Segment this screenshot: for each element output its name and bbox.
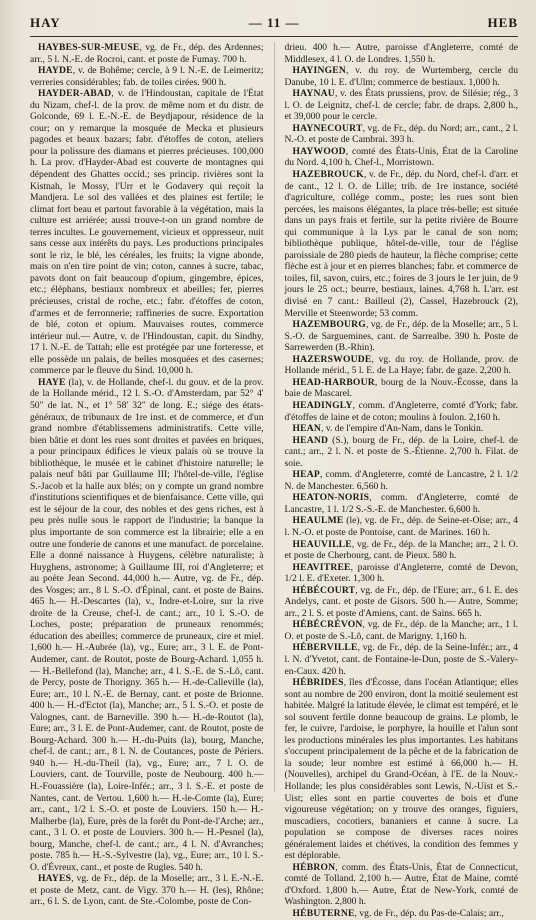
entry-text: , v. des États prussiens, prov. de Silésie; rég., 3 l. O. de Leignitz, chef-l. de cercle; fabr. de draps. 2,800 h., et 39,000 pour le cercle. xyxy=(284,88,518,123)
header-rule xyxy=(30,36,518,37)
entry-text: , vg. de Fr., dép. de la Manche; arr., 1 l. O. et poste de S.-Lô, cant. de Marigny. 1,160 h. xyxy=(284,619,518,642)
running-header xyxy=(30,12,518,34)
header-left-word: HAY xyxy=(30,15,61,30)
entry-headword: HAYINGEN xyxy=(292,65,346,77)
entry-headword: HÉBRIDES xyxy=(292,677,344,689)
entry-headword: HEAP xyxy=(292,469,320,481)
header-right-word: HEB xyxy=(487,15,518,30)
entry-text: , vg. de Fr., dép. de la Moselle; arr., 5 l. S.-O. de Sarguemines, cant. de Sarrealbe. 390 h. Poste de Sarrewerden (B.-Rhin). xyxy=(284,319,518,354)
dictionary-entry xyxy=(285,562,519,585)
entry-text: , paroisse d'Angleterre, comté de Devon, 1/2 l. E. d'Exeter. 1,300 h. xyxy=(284,561,518,585)
dictionary-entry xyxy=(285,400,519,423)
entry-headword: HAYE xyxy=(38,376,66,388)
entry-headword: HAYWOOD xyxy=(292,145,346,157)
entry-text: , vg. de Fr., dép. des Ardennes; arr., 5 l. N.-E. de Rocroi, cant. et poste de Fumay. 700 h. xyxy=(30,42,264,65)
dictionary-entry xyxy=(285,169,519,319)
entry-text: , vg. de Fr., dép. du Nord; arr., cant., 2 l. N.-O. et poste de Cambrai. 393 h. xyxy=(284,122,518,146)
dictionary-entry xyxy=(285,642,519,677)
dictionary-entry xyxy=(285,619,519,642)
entry-text: , vg. de Fr., dép. de l'Eure; arr., 6 l. E. des Andelys, cant. et poste de Gisors. 500 h.— Autre, Somme; arr., 2 l. S. et poste d'Amiens, cant. de Sains. 665 h. xyxy=(284,584,518,619)
entry-text: , v. de l'Hindoustan, capitale de l'État du Nizam, chef-l. de la prov. de même nom et du distr. de Golconde, 69 l. E.-N.-E. de Beydjapour, résidence de la cour; on y remarque la mosquée de Mecka et plusieurs pagodes et beaux bazars; fabr. d'étoffes de coton, ateliers pour la polissure des diamans et pierres précieuses. 100,000 h. La prov. d'Hayder-Abad est couverte de montagnes qui dépendent des Ghattes occid.; ses princip. rivières sont la Kistnah, le Mossy, l'Urr et le Godavery qui reçoit la Mandjera. Le sol des vallées et des plaines est fertile; le climat fort beau et partout favorable à la végétation, mais la culture est arriérée; aussi trouve-t-on un grand nombre de terres incultes. Le gouvernement, vicieux et oppresseur, nuit sans cesse aux intérêts du pays. Les productions principales sont le riz, le blé, les céréales, les fruits; la vigne abonde, mais on n'en tire point de vin; coton, cannes à sucre, tabac, pavots dont on fait beaucoup d'opium, gingembre, épices, etc.; éléphans, bestiaux nombreux et abeilles; fer, pierres précieuses, cristal de roche, etc.; fabr. d'étoffes de coton, d'armes et de ferronnerie; raffineries de sucre. Exportation de blé, coton et opium. Mauvaises routes, commerce intérieur nul.— Autre, v. de l'Hindoustan, capit. du Sindhy, 17 l. N.-E. de Tattah; elle est protégée par une forteresse, et elle possède un palais, de belles mosquées et des casernes; commerce par le fleuve du Sind. 10,000 h. xyxy=(30,88,264,377)
dictionary-entry xyxy=(285,423,519,435)
right-column xyxy=(284,42,519,920)
entry-text: , comm. d'Angleterre, comté d'York; fabr. d'étoffes de laine et de coton; moulins à foulon. 2,160 h. xyxy=(284,399,518,423)
dictionary-entry xyxy=(285,42,519,65)
dictionary-entry xyxy=(285,862,519,908)
entry-headword: HEAND xyxy=(292,434,329,446)
dictionary-entry xyxy=(30,65,264,88)
entry-text: , v. de Fr., dép. du Nord, chef-l. d'arr. et de cant., 12 l. O. de Lille; trib. de 1re instance, société d'agriculture, collége comm., poste; les rues sont bien percées, les maisons élégantes, la place très-belle; est située dans un pays frais et fertile, sur la petite rivière de Bourre qui communique à la Lys par le canal de son nom; bibliothèque publique, hôtel-de-ville, tour de l'église paroissiale de 280 pieds de hauteur, la flèche comprise; cette flèche est à jour et en pierres blanches; fabr. et commerce de toiles, fil, savon, cuirs, etc.; foires de 3 jours le 1er juin, de 9 jours le 25 oct.; beurre, bestiaux, laines. 4,768 h. L'arr. est divisé en 7 cant.: Bailleul (2), Cassel, Hazebrouck (2), Merville et Steenworde; 53 comm. xyxy=(284,169,518,319)
entry-text: , v. du roy. de Wurtemberg, cercle du Danube, 10 l. E. d'Ulm; commerce de bestiaux. 1,000 h. xyxy=(284,65,518,88)
entry-headword: HÉBRON xyxy=(292,861,336,873)
entry-text: , comm. des États-Unis, État de Connecticut, comté de Tolland. 2,100 h.— Autre, État de Maine, comté d'Oxford. 1,800 h.— Autre, État de New-York, comté de Washington. 2,800 h. xyxy=(284,861,518,908)
dictionary-entry xyxy=(30,377,264,874)
dictionary-entry xyxy=(285,435,519,470)
entry-headword: HÉBUTERNE xyxy=(292,908,355,920)
dictionary-entry xyxy=(285,515,519,538)
entry-headword: HEAUVILLE xyxy=(292,538,352,550)
entry-text: , vg. de Fr., dép. de la Moselle; arr., 3 l. E.-N.-E. et poste de Metz, cant. de Vigy. 370 h.— H. (les), Rhône; arr., 6 l. S. de Lyon, cant. de Ste.-Colombe, poste de Con- xyxy=(30,873,264,908)
text-columns xyxy=(30,42,518,920)
dictionary-entry xyxy=(30,88,264,377)
dictionary-entry xyxy=(285,88,519,123)
entry-text: (la), v. de Hollande, chef-l. du gouv. et de la prov. de la Hollande mérid., 12 l. S.-O. d'Amsterdam, par 52° 4' 50" de lat. N., et 1° 58' 32" de long. E.; siége des états-généraux, de tribunaux de 1re inst. et de commerce, et d'un grand nombre d'établissemens administratifs. Cette ville, bien bâtie et dont les rues sont droites et pavées en briques, a pour principaux édifices le vieux palais où se trouve la bibliothèque, le musée et le cabinet d'histoire naturelle; le palais neuf bâti par Guillaume III; l'hôtel-de-ville, l'église S.-Jacob et la halle aux blés; on y compte un grand nombre d'institutions scientifiques et de bienfaisance. Cette ville, qui est le séjour de la cour, des nobles et des gens riches, est à peu près nulle sous le rapport de l'industrie; la banque la plus importante de son commerce est la librairie; elle a en outre une fonderie de canons et une manufact. de porcelaine. Elle a donné naissance à Huygens, célèbre naturaliste; à Huyghens, astronome; à Guillaume III, roi d'Angleterre; et au poète Jean Second. 44,000 h.— Autre, vg. de Fr., dép. des Vosges; arr., 8 l. S.-O. d'Épinal, cant. et poste de Bains. 465 h.— H.-Descartes (la), v., Indre-et-Loire, sur la rive droite de la Creuse, chef-l. de cant.; arr., 10 l. S.-O. de Loches, poste; préparation de pruneaux renommés; éducation des abeilles; commerce de pruneaux, cire et miel. 1,600 h.— H.-Aubrée (la), vg., Eure; arr., 3 l. E. de Pont-Audemer, cant. de Routot, poste de Bourg-Achard. 1,055 h.— H.-Bellefond (la), Manche; arr., 4 l. S.-E. de S.-Lô, cant. de Percy, poste de Thorigny. 365 h.— H.-de-Calleville (la), Eure; arr., 10 l. N.-E. de Bernay, cant. et poste de Brionne. 400 h.— H.-d'Ectot (la), Manche; arr., 5 l. S.-O. et poste de Valognes, cant. de Barneville. 390 h.— H.-de-Routot (la), Eure; arr., 3 l. E. de Pont-Audemer, cant. de Routot, poste de Bourg-Achard. 300 h.— H.-du-Puits (la), bourg, Manche, chef-l. de cant.; arr., 8 l. N. de Coutances, poste de Périers. 940 h.— H.-du-Theil (la), vg., Eure; arr., 7 l. O. de Louviers, cant. de Tourville, poste de Neubourg. 400 h.— H.-Fouassière (la), Loire-Infér.; arr., 3 l. S.-E. et poste de Nantes, cant. de Vertou. 1,600 h.— H.-le-Comte (la), Eure; arr., cant., 1/2 l. S.-O. et poste de Louviers. 150 h.— H.-Malherbe (la), Eure, près de la forêt du Pont-de-l'Arche; arr., cant., 3 l. O. et poste de Louviers. 300 h.— H.-Pesnel (la), bourg, Manche, chef-l. de cant.; arr., 4 l. N. d'Avranches; poste. 785 h.— H.-S.-Sylvestre (la), vg., Eure; arr., 10 l. S.-O. d'Évreux, cant., et poste de Rugles. 540 h. xyxy=(30,376,264,873)
column-divider xyxy=(274,42,275,792)
entry-headword: HEAVITREE xyxy=(292,561,351,573)
dictionary-entry xyxy=(285,908,519,920)
dictionary-entry xyxy=(30,42,264,65)
dictionary-entry xyxy=(285,585,519,620)
entry-text: drieu. 400 h.— Autre, paroisse d'Angleterre, comté de Middlesex, 4 l. O. de Londres. 1,550 h. xyxy=(284,42,518,65)
entry-headword: HAYBES-SUR-MEUSE xyxy=(38,42,140,53)
dictionary-entry xyxy=(285,677,519,862)
dictionary-entry xyxy=(30,873,264,908)
entry-text: , comm. d'Angleterre, comté de Lancastre, 2 l. 1/2 N. de Manchester. 6,560 h. xyxy=(284,469,518,492)
entry-headword: HEATON-NORIS xyxy=(292,492,370,504)
entry-text: , v. de Bohême; cercle, à 9 l. N.-E. de Leimeritz; verreries considérables; fab. de toiles cirées. 900 h. xyxy=(30,65,264,88)
entry-text: , vg. du roy. de Hollande, prov. de Hollande mérid., 5 l. E. de La Haye; fabr. de gaze. 2,200 h. xyxy=(284,353,518,377)
entry-text: , vg. de Fr., dép. de la Manche; arr., 2 l. O. et poste de Cherbourg, cant. de Pieux. 580 h. xyxy=(284,538,518,562)
entry-headword: HÉBERVILLE xyxy=(292,642,358,654)
entry-headword: HEAD-HARBOUR xyxy=(292,376,375,388)
dictionary-entry xyxy=(285,354,519,377)
entry-text: (le), vg. de Fr., dép. de Seine-et-Oise; arr., 4 l. N.-O. et poste de Pontoise, cant. de Marines. 160 h. xyxy=(284,515,518,538)
entry-text: , comm. d'Angleterre, comté de Lancastre, 1 l. 1/2 S.-S.-E. de Manchester. 6,600 h. xyxy=(284,492,518,515)
dictionary-entry xyxy=(285,539,519,562)
entry-headword: HEADINGLY xyxy=(292,399,353,411)
entry-text: , îles d'Écosse, dans l'océan Atlantique; elles sont au nombre de 200 environ, dont la moitié seulement est habitée. Malgré la latitude élevée, le climat est tempéré, et le sol souvent fertile donne beaucoup de grains. Le plomb, le fer, le cuivre, l'ardoise, le porphyre, la houille et l'alun sont les productions minérales les plus importantes. Les habitans s'occupent principalement de la pêche et de la fabrication de la soude; leur nombre est estimé à 66,000 h.— H. (Nouvelles), archipel du Grand-Océan, à l'E. de la Nouv.-Hollande; les plus considérables sont Lewis, N.-Uist et S.-Uist; elles sont en partie couvertes de bois et d'une vigoureuse végétation; on y trouve des oranges, figuiers, muscadiers, cocotiers, bananiers et canne à sucre. La population se compose de diverses races noires généralement laides et chétives, la condition des femmes y est déplorable. xyxy=(284,677,518,862)
dictionary-entry xyxy=(285,65,519,88)
entry-headword: HAYDE xyxy=(38,65,73,77)
entry-text: , vg. de Fr., dép. du Pas-de-Calais; arr., xyxy=(354,908,504,920)
dictionary-entry xyxy=(285,469,519,492)
entry-headword: HAZERSWOUDE xyxy=(292,353,372,365)
dictionary-entry xyxy=(285,377,519,400)
entry-headword: HAYES xyxy=(38,873,72,885)
entry-text: , v. de l'empire d'An-Nam, dans le Tonkin. xyxy=(321,423,484,435)
page-number: — 11 — xyxy=(248,15,300,30)
entry-text: , comté des États-Unis, État de la Caroline du Nord. 4,100 h. Chef-l., Morristown. xyxy=(284,145,518,169)
entry-text: (S.), bourg de Fr., dép. de la Loire, chef-l. de cant.; arr., 2 l. N. et poste de S.-Étienne. 2,700 h. Filat. de soie. xyxy=(284,434,518,469)
dictionary-entry xyxy=(285,123,519,146)
entry-headword: HÉBÉCRÉVON xyxy=(292,619,363,631)
entry-headword: HAZEMBOURG xyxy=(292,319,366,331)
entry-headword: HAZEBROUCK xyxy=(292,169,364,181)
entry-headword: HÉBÉCOURT xyxy=(292,584,356,596)
entry-headword: HAYNAU xyxy=(292,88,335,100)
entry-text: , vg. de Fr., dép. de la Seine-Infér.; arr., 4 l. N. d'Yvetot, cant. de Fontaine-le-Dun, poste de S.-Valery-en-Caux. 420 h. xyxy=(284,642,518,677)
entry-text: , bourg de la Nouv.-Écosse, dans la baie de Mascarel. xyxy=(284,376,518,400)
entry-headword: HAYDER-ABAD xyxy=(38,88,112,100)
entry-headword: HAYNECOURT xyxy=(292,122,363,134)
dictionary-entry xyxy=(285,146,519,169)
left-column xyxy=(30,42,264,908)
entry-headword: HEAULME xyxy=(292,515,344,527)
entry-headword: HEAN xyxy=(292,423,322,435)
dictionary-entry xyxy=(285,492,519,515)
dictionary-entry xyxy=(285,319,519,354)
